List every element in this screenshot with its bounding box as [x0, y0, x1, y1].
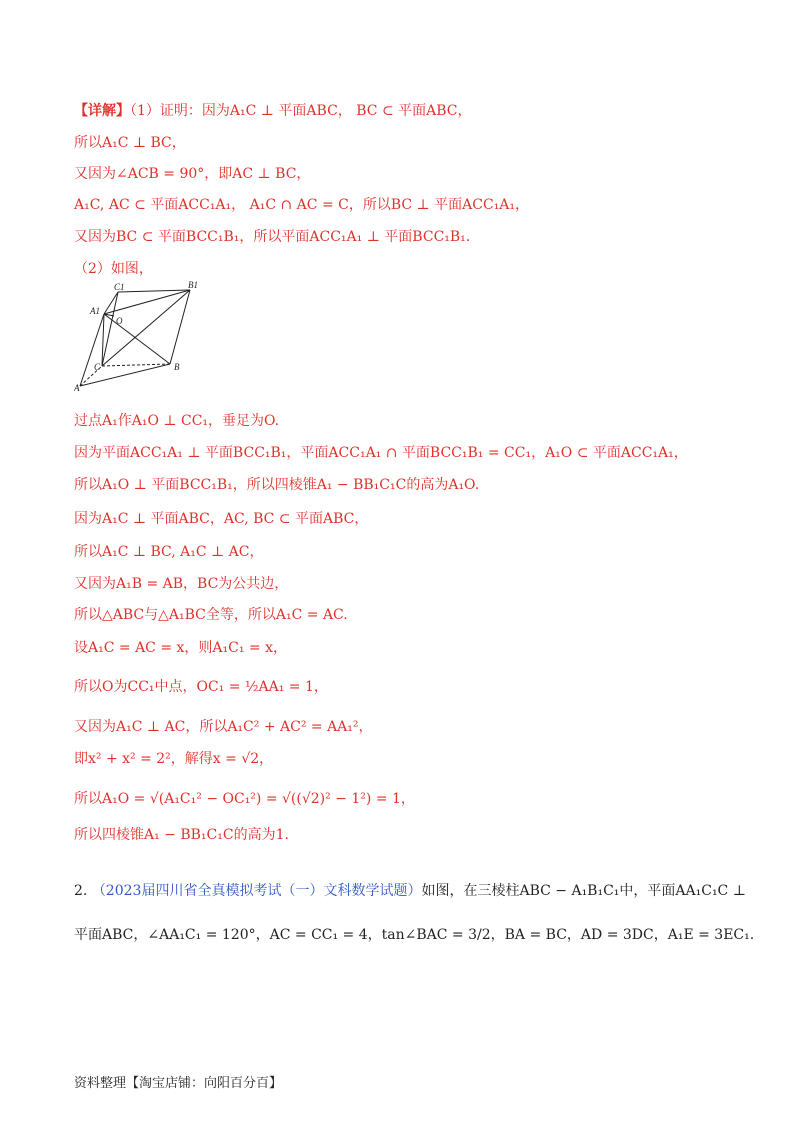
part2-line-7: 所以△ABC与△A₁BC全等，所以A₁C = AC. — [74, 607, 348, 623]
solution-line-6: （2）如图， — [74, 261, 153, 277]
part2-line-13: 所以四棱锥A₁ − BB₁C₁C的高为1. — [74, 827, 289, 843]
problem2-line-1 — [74, 880, 746, 900]
part2-line-2: 因为平面ACC₁A₁ ⊥ 平面BCC₁B₁，平面ACC₁A₁ ∩ 平面BCC₁B₁ = CC₁，A₁O ⊂ 平面ACC₁A₁， — [74, 445, 688, 461]
label-c: C — [94, 362, 101, 372]
problem2-source: （2023届四川省全真模拟考试（一）文科数学试题） — [91, 883, 422, 899]
solution-line-2: 所以A₁C ⊥ BC， — [74, 135, 186, 151]
label-a: A — [74, 383, 80, 392]
part2-line-11: 即x² + x² = 2²，解得x = √2， — [74, 751, 274, 767]
part2-line-9: 所以O为CC₁中点，OC₁ = ½AA₁ = 1， — [74, 679, 328, 695]
part2-line-12: 所以A₁O = √(A₁C₁² − OC₁²) = √((√2)² − 1²) = 1， — [74, 791, 415, 807]
label-b: B — [174, 362, 180, 372]
solution-heading: 【详解】 — [74, 103, 130, 119]
problem2-line-2: 平面ABC，∠AA₁C₁ = 120°，AC = CC₁ = 4，tan∠BAC = 3/2，BA = BC，AD = 3DC，A₁E = 3EC₁. — [74, 927, 755, 943]
label-o: O — [116, 316, 123, 326]
part2-line-10: 又因为A₁C ⊥ AC，所以A₁C² + AC² = AA₁²， — [74, 719, 373, 735]
part2-line-6: 又因为A₁B = AB，BC为公共边， — [74, 576, 289, 592]
footer-text: 资料整理【淘宝店铺：向阳百分百】 — [74, 1076, 283, 1091]
part2-line-5: 所以A₁C ⊥ BC, A₁C ⊥ AC， — [74, 544, 264, 560]
problem2-text1: 如图，在三棱柱ABC − A₁B₁C₁中，平面AA₁C₁C ⊥ — [421, 883, 746, 899]
solution-line-3: 又因为∠ACB = 90°，即AC ⊥ BC， — [74, 166, 311, 182]
label-a1: A1 — [90, 306, 100, 316]
part2-line-8: 设A₁C = AC = x，则A₁C₁ = x， — [74, 640, 287, 656]
solution-line-1: 【详解】（1）证明：因为A₁C ⊥ 平面ABC， BC ⊂ 平面ABC， — [74, 103, 472, 119]
part2-line-1: 过点A₁作A₁O ⊥ CC₁，垂足为O. — [74, 413, 280, 429]
label-c1: C1 — [114, 282, 125, 292]
label-b1: B1 — [188, 280, 198, 290]
solution-line-5: 又因为BC ⊂ 平面BCC₁B₁，所以平面ACC₁A₁ ⊥ 平面BCC₁B₁. — [74, 229, 471, 245]
part2-line-3: 所以A₁O ⊥ 平面BCC₁B₁，所以四棱锥A₁ − BB₁C₁C的高为A₁O. — [74, 477, 480, 493]
part2-line-4: 因为A₁C ⊥ 平面ABC，AC, BC ⊂ 平面ABC， — [74, 511, 369, 527]
solution-line-4: A₁C, AC ⊂ 平面ACC₁A₁， A₁C ∩ AC = C，所以BC ⊥ 平面ACC₁A₁， — [74, 197, 530, 213]
prism-figure — [74, 280, 204, 392]
problem2-number: 2. — [74, 883, 88, 899]
